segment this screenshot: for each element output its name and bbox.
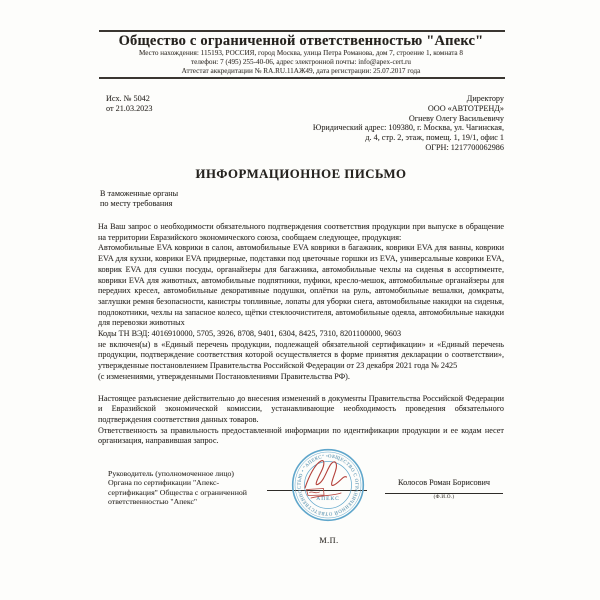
handwritten-signature	[305, 461, 347, 498]
recipient-block	[98, 94, 504, 153]
company-address: Место нахождения: 115193, РОССИЯ, город Москва, улица Петра Романова, дом 7, строение 1, комната 8	[138, 49, 464, 57]
signer-name: Колосов Роман Борисович	[398, 478, 490, 487]
addressee-line: по месту требования	[100, 198, 173, 208]
letter-date: от 21.03.2023	[106, 104, 153, 113]
body-validity: Настоящее разъяснение действительно до внесения изменений в документы Правительства Российской Федерации и Евразийской экономической комиссии, устанавливающие необходимость проведения обязательного подтверждения соответствия данных товаров.	[98, 393, 504, 424]
stamp-outer-ring	[293, 450, 364, 521]
company-name: Общество с ограниченной ответственностью "Апекс"	[118, 33, 484, 49]
signer-role-line: сертификация" Общества с ограниченной	[108, 487, 247, 497]
letter-body	[98, 222, 504, 447]
company-contacts: телефон: 7 (495) 255-40-06, адрес электронной почты: info@apex-cert.ru	[191, 58, 411, 66]
body-tnved-codes: Коды ТН ВЭД: 4016910000, 5705, 3926, 8708, 9401, 6304, 8425, 7310, 8201100000, 9603	[98, 329, 402, 339]
stamp-ring-text: ОБЩЕСТВО С ОГРАНИЧЕННОЙ ОТВЕТСТВЕННОСТЬЮ • "АПЕКС" •	[297, 454, 359, 516]
seal-placeholder: М.П.	[319, 536, 339, 545]
document-title: ИНФОРМАЦИОННОЕ ПИСЬМО	[195, 167, 407, 181]
stamp-middle-ring	[295, 452, 361, 518]
signer-role-block	[108, 469, 258, 507]
recipient-line: Юридический адрес: 109380, г. Москва, ул. Чагинская,	[312, 123, 504, 133]
accreditation-line: Аттестат аккредитации № RA.RU.11АЖ49, дата регистрации: 25.07.2017 года	[181, 67, 421, 75]
body-amendments: (с изменениями, утвержденными Постановлениями Правительства РФ).	[98, 371, 350, 381]
recipient-line: Огневу Олегу Васильевичу	[408, 113, 504, 123]
body-product-list: Автомобильные EVA коврики в салон, автомобильные EVA коврики в багажник, коврики EVA для ванны, коврики EVA для кухни, коврики EVA придверные, подставки под цветочные горшки из EVA, универсальные коврики EVA, коврик EVA для сушки посуды, органайзеры для багажника, автомобильные чехлы на сиденья в ассортименте, коврики EVA для животных, автомобильные подпятники, пуфики, кресло-мешок, автомобильные органайзеры для передних кресел, автомобильные декоративные подушки, оплётки на руль, автомобильные вешалки, домкраты, заглушки ремня безопасности, канистры топливные, лопаты для уборки снега, автомобильные накидки на сиденья, подлокотники, чехлы на запасное колесо, щётки стеклоочистителя, автомобильные одеяла, автомобильные накидки для перевозки животных	[98, 243, 504, 328]
recipient-line: ОГРН: 1217700062986	[425, 142, 504, 152]
signer-role-line: Органа по сертификации "Апекс-	[108, 478, 220, 488]
addressee-note	[100, 189, 178, 209]
name-caption: (Ф.И.О.)	[433, 495, 455, 500]
signer-role-line: ответственностью "Апекс"	[108, 497, 198, 507]
stamp-center-text: АПЕКС	[316, 496, 340, 502]
letterhead-bottom-rule	[99, 77, 505, 79]
signer-name-line	[385, 493, 503, 494]
addressee-line: В таможенные органы	[100, 189, 179, 198]
body-exclusion: не включен(ы) в «Единый перечень продукции, подлежащей обязательной сертификации» и «Единый перечень продукции, подтверждение соответствия которой осуществляется в форме принятия декларации о соответствии», утвержденные постановлением Правительства Российской Федерации от 23 декабря 2021 года № 2425	[98, 339, 504, 371]
recipient-line: ООО «АВТОТРЕНД»	[427, 103, 504, 113]
outgoing-number: Исх. № 5042	[106, 94, 150, 103]
body-responsibility: Ответственность за правильность предоставленной информации по идентификации продукции и ее кодам несет организация, направившая запрос.	[98, 425, 504, 446]
company-stamp	[291, 448, 365, 522]
letterhead-top-rule	[99, 30, 505, 32]
recipient-line: д. 4, стр. 2, этаж, помещ. 1, 19/1, офис 1	[365, 133, 504, 143]
body-intro: На Ваш запрос о необходимости обязательного подтверждения соответствия продукции при выпуске в обращение на территории Евразийского экономического союза, сообщаем следующее, продукция:	[98, 222, 504, 242]
signer-role-line: Руководитель (уполномоченное лицо)	[108, 469, 234, 478]
recipient-line: Директору	[466, 94, 504, 103]
letterhead-details	[58, 49, 544, 76]
